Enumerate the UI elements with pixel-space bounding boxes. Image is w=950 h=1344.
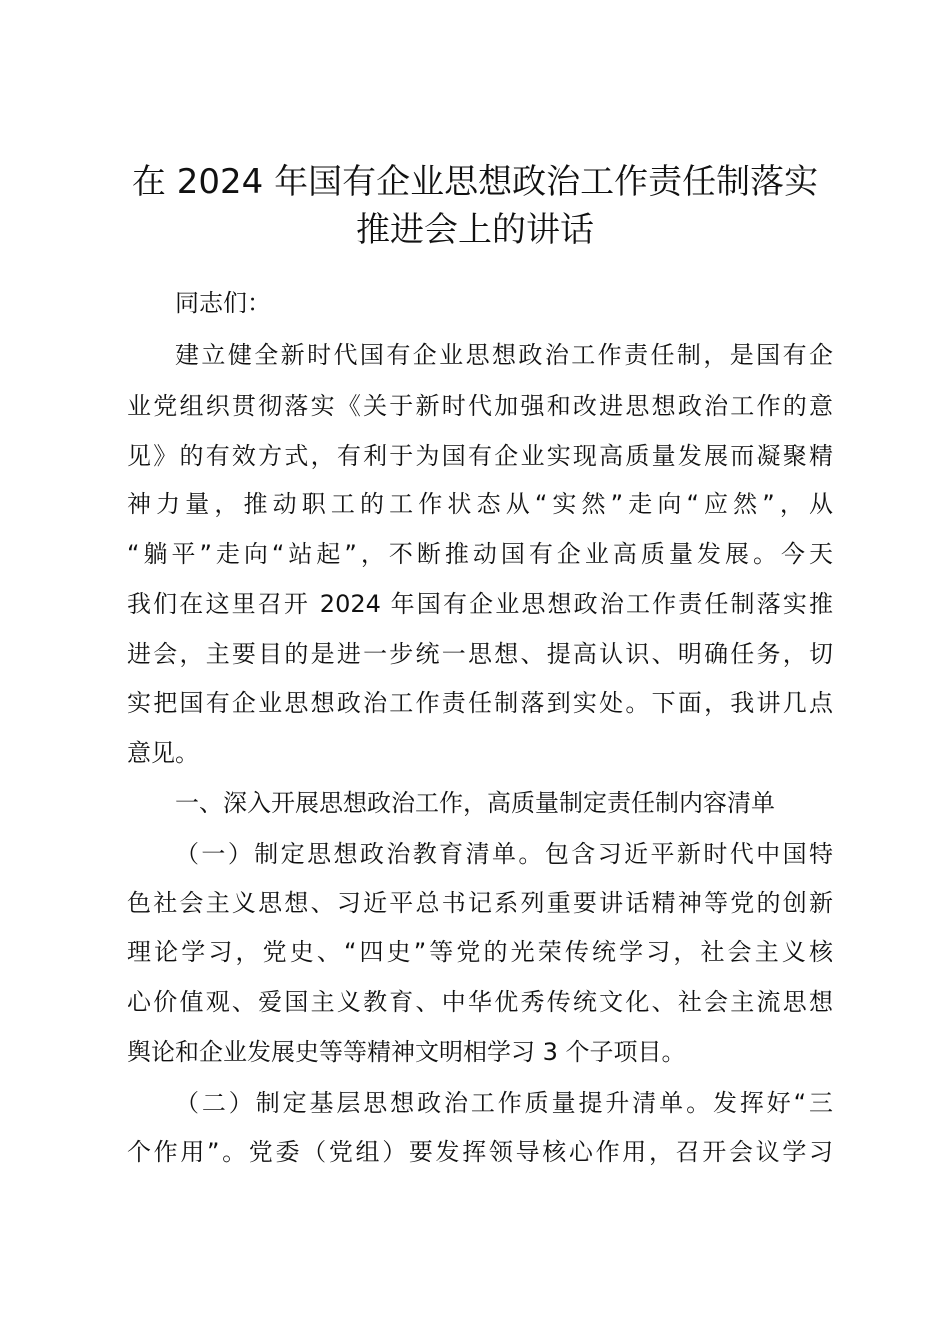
- paragraph-line: 色社会主义思想、习近平总书记系列重要讲话精神等党的创新: [127, 889, 833, 917]
- paragraph-line: 心价值观、爱国主义教育、中华优秀传统文化、社会主流思想: [127, 988, 833, 1016]
- paragraph-line: 神力量，推动职工的工作状态从“实然”走向“应然”，从: [127, 490, 833, 518]
- section-heading: 一、深入开展思想政治工作，高质量制定责任制内容清单: [175, 789, 775, 817]
- paragraph-line: 个作用”。党委（党组）要发挥领导核心作用，召开会议学习: [127, 1138, 833, 1166]
- paragraph-line: 建立健全新时代国有企业思想政治工作责任制，是国有企: [175, 341, 833, 369]
- salutation: 同志们：: [175, 289, 271, 317]
- paragraph-line: （一）制定思想政治教育清单。包含习近平新时代中国特: [175, 840, 833, 868]
- paragraph-line: 业党组织贯彻落实《关于新时代加强和改进思想政治工作的意: [127, 392, 833, 420]
- paragraph-line: 意见。: [127, 739, 199, 767]
- paragraph-line: 见》的有效方式，有利于为国有企业实现高质量发展而凝聚精: [127, 442, 833, 470]
- paragraph-line: 进会，主要目的是进一步统一思想、提高认识、明确任务，切: [127, 640, 833, 668]
- paragraph-line: 理论学习，党史、“四史”等党的光荣传统学习，社会主义核: [127, 938, 833, 966]
- paragraph-line: （二）制定基层思想政治工作质量提升清单。发挥好“三: [175, 1089, 833, 1117]
- paragraph-line: 我们在这里召开 2024 年国有企业思想政治工作责任制落实推: [127, 590, 833, 618]
- paragraph-line: 舆论和企业发展史等等精神文明相学习 3 个子项目。: [127, 1038, 686, 1066]
- document-title-line-1: 在 2024 年国有企业思想政治工作责任制落实: [131, 162, 819, 202]
- paragraph-line: “躺平”走向“站起”，不断推动国有企业高质量发展。今天: [127, 540, 833, 568]
- paragraph-line: 实把国有企业思想政治工作责任制落到实处。下面，我讲几点: [127, 689, 833, 717]
- document-title-line-2: 推进会上的讲话: [356, 210, 594, 250]
